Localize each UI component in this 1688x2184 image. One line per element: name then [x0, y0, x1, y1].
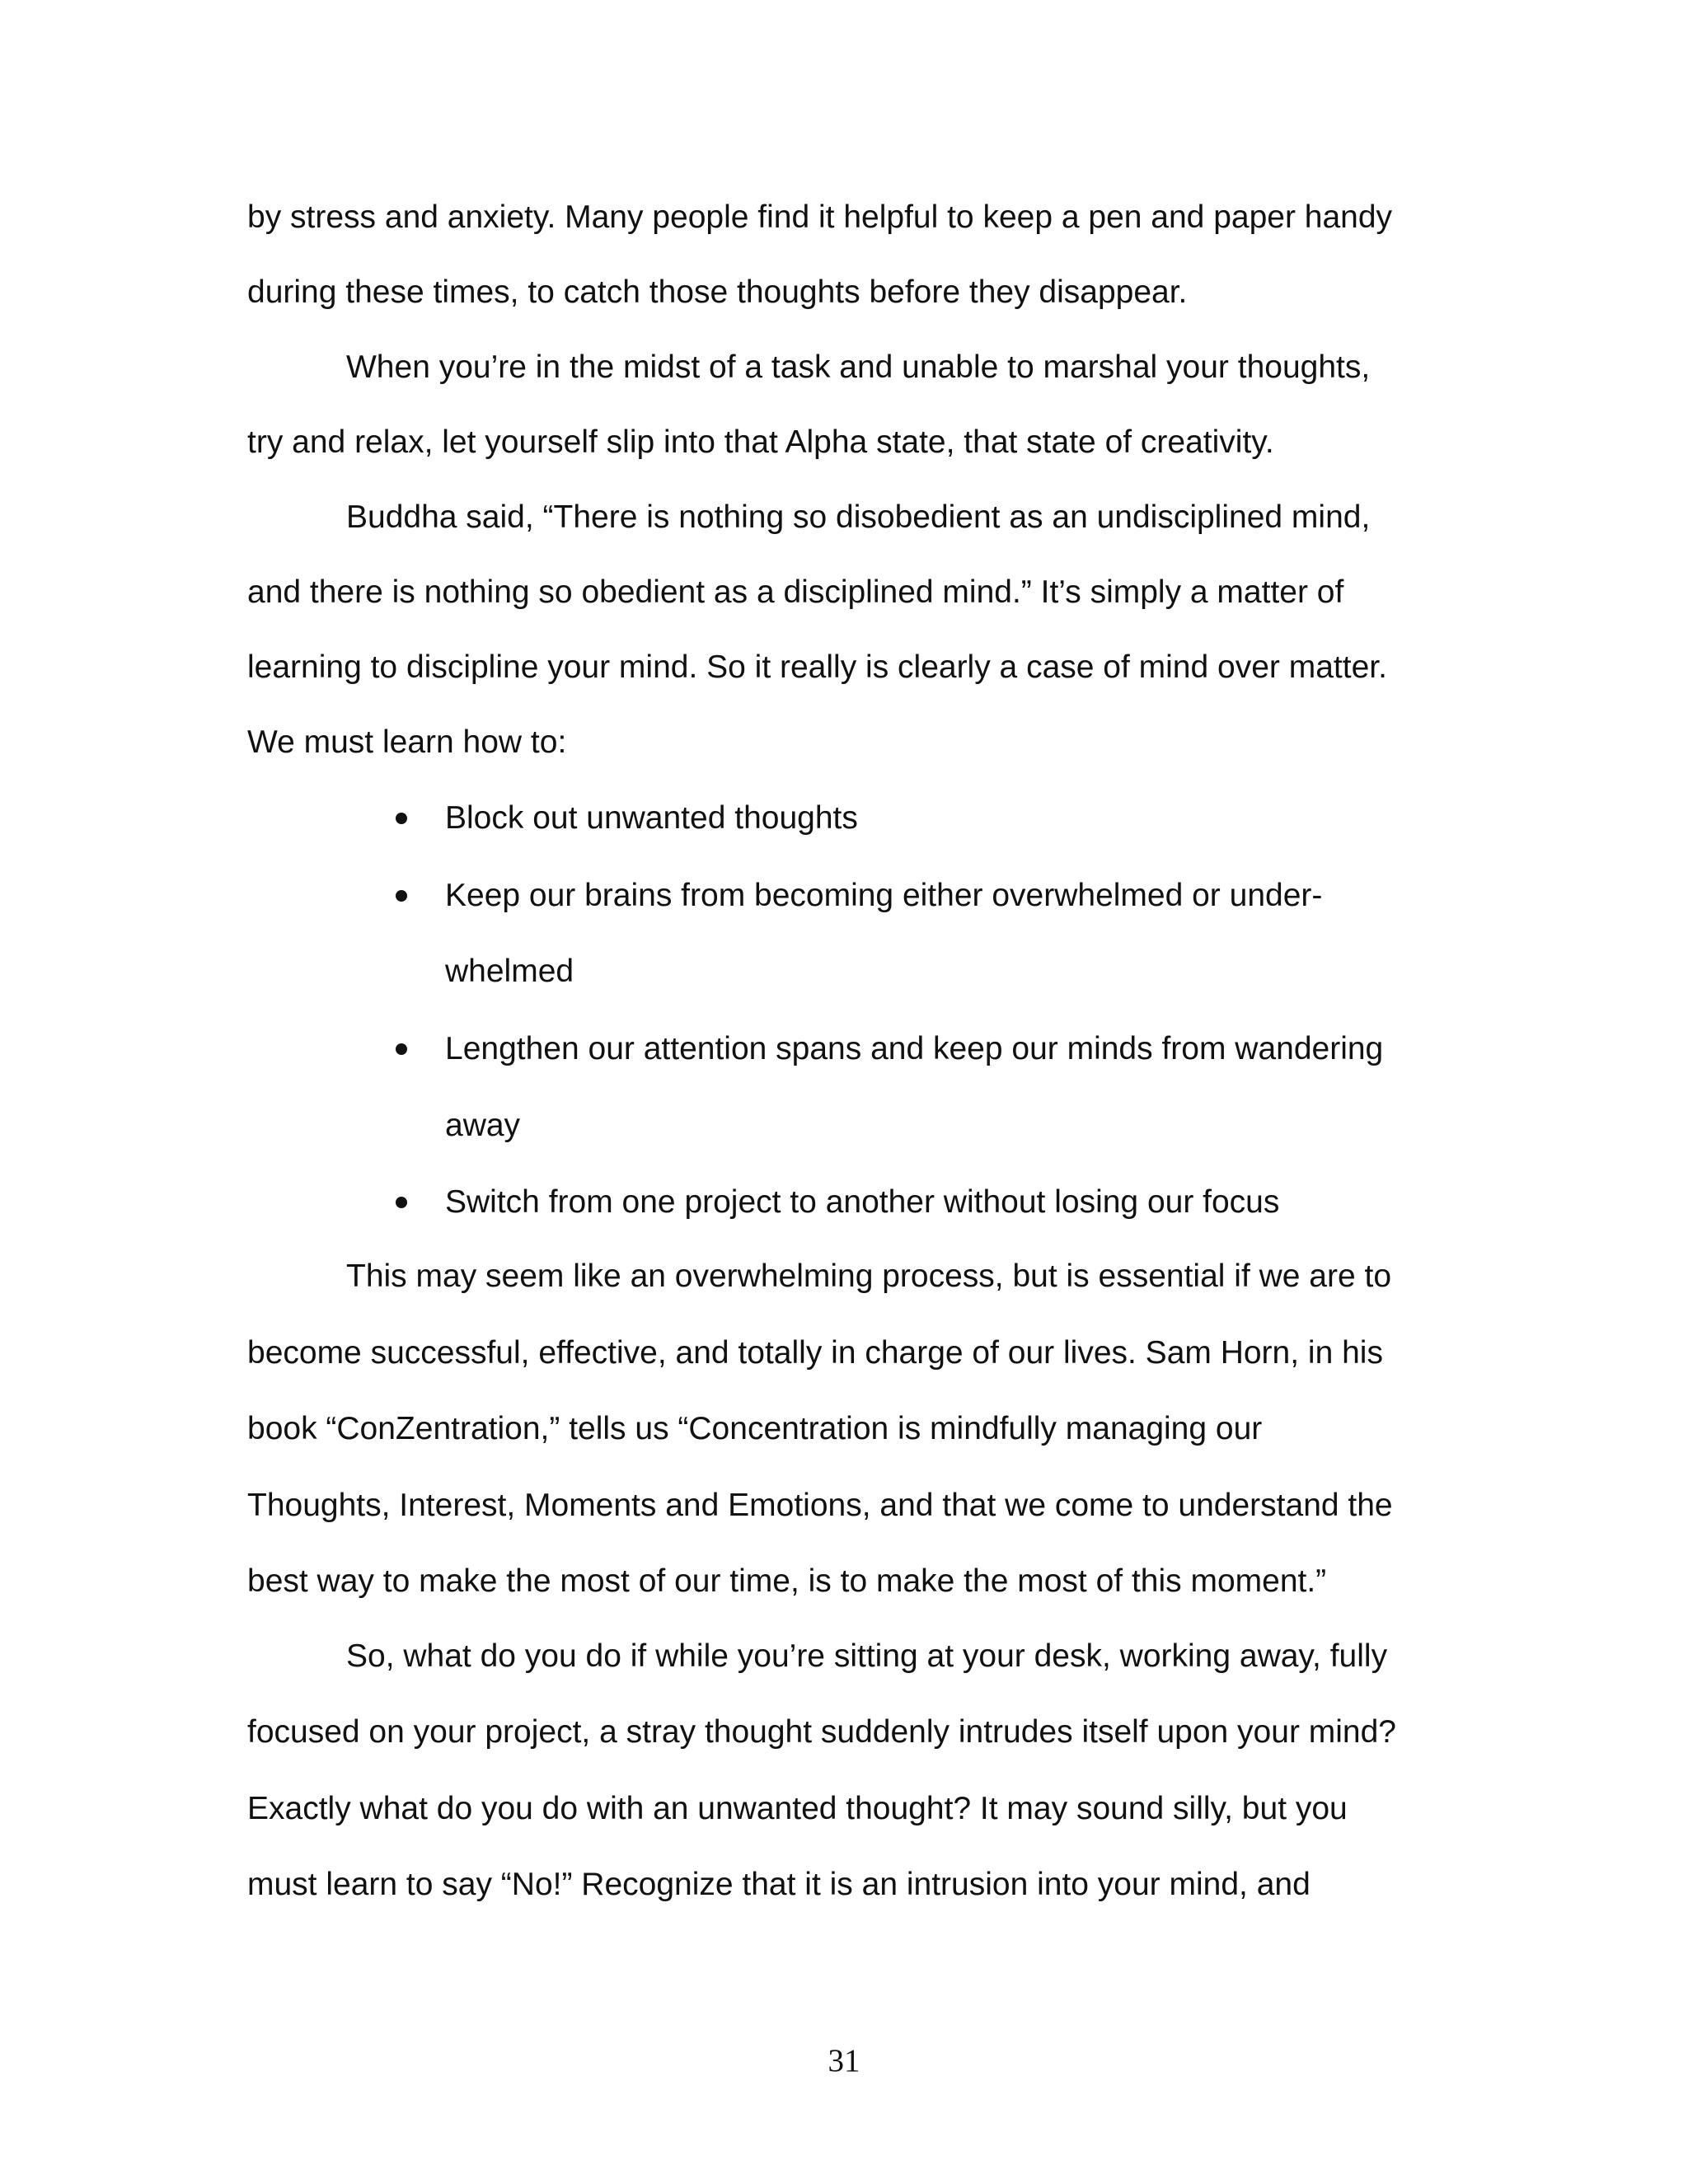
bullet-item: Keep our brains from becoming either overwhelmed or under- — [445, 878, 1323, 913]
body-text-line: best way to make the most of our time, is to make the most of this moment.” — [247, 1563, 1327, 1599]
bullet-marker-icon — [396, 890, 407, 902]
bullet-item-continuation: away — [445, 1108, 521, 1143]
body-text-line: must learn to say “No!” Recognize that it is an intrusion into your mind, and — [247, 1867, 1311, 1902]
body-text-line: during these times, to catch those thoughts before they disappear. — [247, 274, 1188, 310]
bullet-marker-icon — [396, 813, 407, 824]
bullet-marker-icon — [396, 1197, 407, 1208]
body-text-line: try and relax, let yourself slip into that Alpha state, that state of creativity. — [247, 424, 1274, 460]
body-text-line: by stress and anxiety. Many people find it helpful to keep a pen and paper handy — [247, 199, 1393, 235]
page-number: 31 — [828, 2043, 860, 2079]
body-text-line: book “ConZentration,” tells us “Concentration is mindfully managing our — [247, 1411, 1263, 1446]
body-text-line: learning to discipline your mind. So it really is clearly a case of mind over matter. — [247, 649, 1387, 685]
bullet-item-continuation: whelmed — [445, 954, 574, 989]
bullet-item: Switch from one project to another without losing our focus — [445, 1184, 1280, 1220]
bullet-item: Block out unwanted thoughts — [445, 800, 858, 836]
paragraph-first-line: When you’re in the midst of a task and unable to marshal your thoughts, — [346, 349, 1371, 385]
body-text-line: Exactly what do you do with an unwanted thought? It may sound silly, but you — [247, 1791, 1348, 1826]
paragraph-first-line: Buddha said, “There is nothing so disobedient as an undisciplined mind, — [346, 499, 1371, 535]
paragraph-first-line: So, what do you do if while you’re sitting at your desk, working away, fully — [346, 1638, 1388, 1674]
bullet-item: Lengthen our attention spans and keep our minds from wandering — [445, 1031, 1384, 1066]
body-text-line: We must learn how to: — [247, 724, 567, 760]
body-text-line: Thoughts, Interest, Moments and Emotions, and that we come to understand the — [247, 1488, 1393, 1523]
body-text-line: focused on your project, a stray thought suddenly intrudes itself upon your mind? — [247, 1714, 1396, 1750]
body-text-line: become successful, effective, and totally in charge of our lives. Sam Horn, in his — [247, 1335, 1383, 1371]
bullet-marker-icon — [396, 1043, 407, 1055]
paragraph-first-line: This may seem like an overwhelming process, but is essential if we are to — [346, 1258, 1392, 1294]
body-text-line: and there is nothing so obedient as a disciplined mind.” It’s simply a matter of — [247, 574, 1344, 610]
